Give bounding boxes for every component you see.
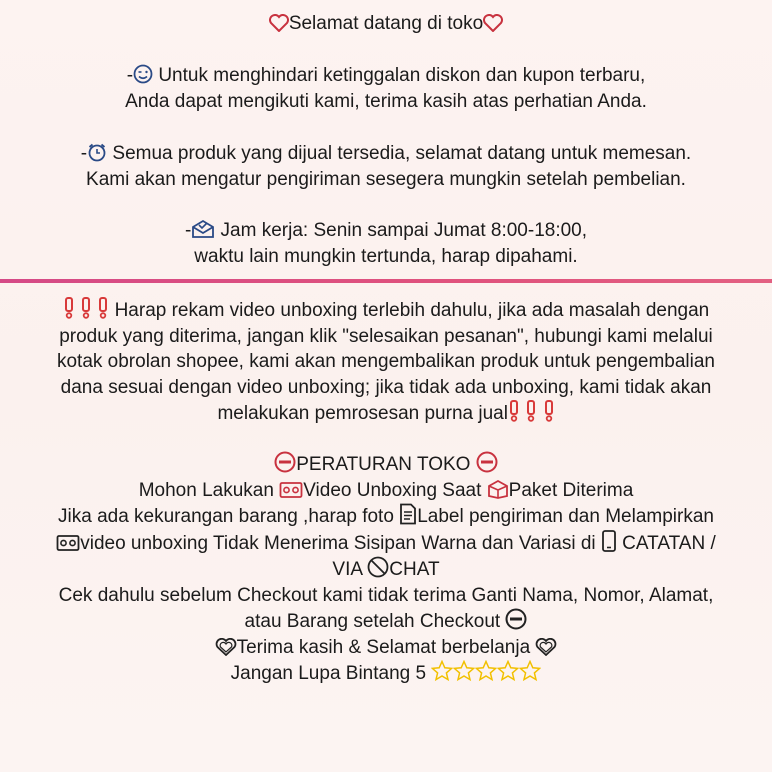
- rules-line-2: Jika ada kekurangan barang ,harap foto Label pengiriman dan Melampirkan: [0, 503, 772, 530]
- welcome-section: [0, 11, 772, 37]
- hours-line-2: waktu lain mungkin tertunda, harap dipahami.: [194, 246, 578, 267]
- wink-face-icon: [133, 64, 153, 84]
- available-line-2: Kami akan mengatur pengiriman sesegera mungkin setelah pembelian.: [86, 169, 686, 190]
- notice-line-3: kotak obrolan shopee, kami akan mengembalikan produk untuk pengembalian: [56, 351, 716, 372]
- welcome-title: Selamat datang di toko: [288, 13, 484, 34]
- rules-line-3: video unboxing Tidak Menerima Sisipan Warna dan Variasi di CATATAN /: [0, 530, 772, 557]
- notice-line-5: melakukan pemrosesan purna jual: [0, 400, 772, 427]
- rules-line-6: atau Barang setelah Checkout: [0, 608, 772, 635]
- exclamation-icon: [80, 297, 92, 319]
- heart-icon: [269, 14, 289, 32]
- heart-icon: [483, 14, 503, 32]
- exclamation-icon: [508, 400, 520, 422]
- exclamation-icon: [525, 400, 537, 422]
- section-divider: [0, 279, 772, 283]
- rating-stars: [431, 663, 541, 684]
- rules-line-1: Mohon Lakukan Video Unboxing Saat Paket Diterima: [138, 479, 634, 501]
- heart-icon: [535, 638, 557, 656]
- phone-icon: [601, 530, 617, 552]
- star-icon: [519, 660, 541, 682]
- no-entry-icon: [476, 451, 498, 473]
- exclamation-icon: [63, 297, 75, 319]
- heart-icon: [215, 638, 237, 656]
- follow-notice: [0, 63, 772, 115]
- mail-icon: [191, 219, 215, 239]
- package-icon: [487, 479, 509, 499]
- alarm-clock-icon: [87, 142, 107, 162]
- rules-line-4: VIA CHAT: [0, 556, 772, 583]
- video-tape-icon: [56, 534, 80, 552]
- exclamation-icon: [543, 400, 555, 422]
- star-icon: [453, 660, 475, 682]
- availability-notice: [0, 141, 772, 193]
- notice-line-4: dana sesuai dengan video unboxing; jika tidak ada unboxing, kami tidak akan: [60, 376, 712, 398]
- no-entry-icon: [505, 608, 527, 630]
- star-icon: [431, 660, 453, 682]
- available-line-1: - Semua produk yang dijual tersedia, selamat datang untuk memesan.: [80, 143, 692, 164]
- hours-line-1: - Jam kerja: Senin sampai Jumat 8:00-18:00,: [184, 220, 588, 241]
- notice-line-2: produk yang diterima, jangan klik "selesaikan pesanan", hubungi kami melalui: [59, 325, 713, 347]
- rules-title: PERATURAN TOKO: [296, 454, 476, 475]
- unboxing-notice: [0, 297, 772, 427]
- stars-line: Jangan Lupa Bintang 5: [0, 660, 772, 687]
- hours-notice: [0, 218, 772, 270]
- star-icon: [497, 660, 519, 682]
- document-icon: [399, 503, 417, 525]
- follow-line-1: - Untuk menghindari ketinggalan diskon dan kupon terbaru,: [126, 65, 646, 86]
- follow-line-2: Anda dapat mengikuti kami, terima kasih atas perhatian Anda.: [125, 91, 647, 112]
- store-rules: [0, 451, 772, 687]
- rules-title-line: [0, 451, 772, 478]
- notice-line-1: Harap rekam video unboxing terlebih dahulu, jika ada masalah dengan: [0, 297, 772, 324]
- rules-line-5: Cek dahulu sebelum Checkout kami tidak terima Ganti Nama, Nomor, Alamat,: [58, 584, 714, 606]
- no-entry-icon: [274, 451, 296, 473]
- thanks-line: Terima kasih & Selamat berbelanja: [0, 635, 772, 661]
- welcome-title-line: [0, 11, 772, 37]
- exclamation-icon: [97, 297, 109, 319]
- video-tape-icon: [279, 481, 303, 499]
- chat-blocked-icon: [367, 556, 389, 578]
- star-icon: [475, 660, 497, 682]
